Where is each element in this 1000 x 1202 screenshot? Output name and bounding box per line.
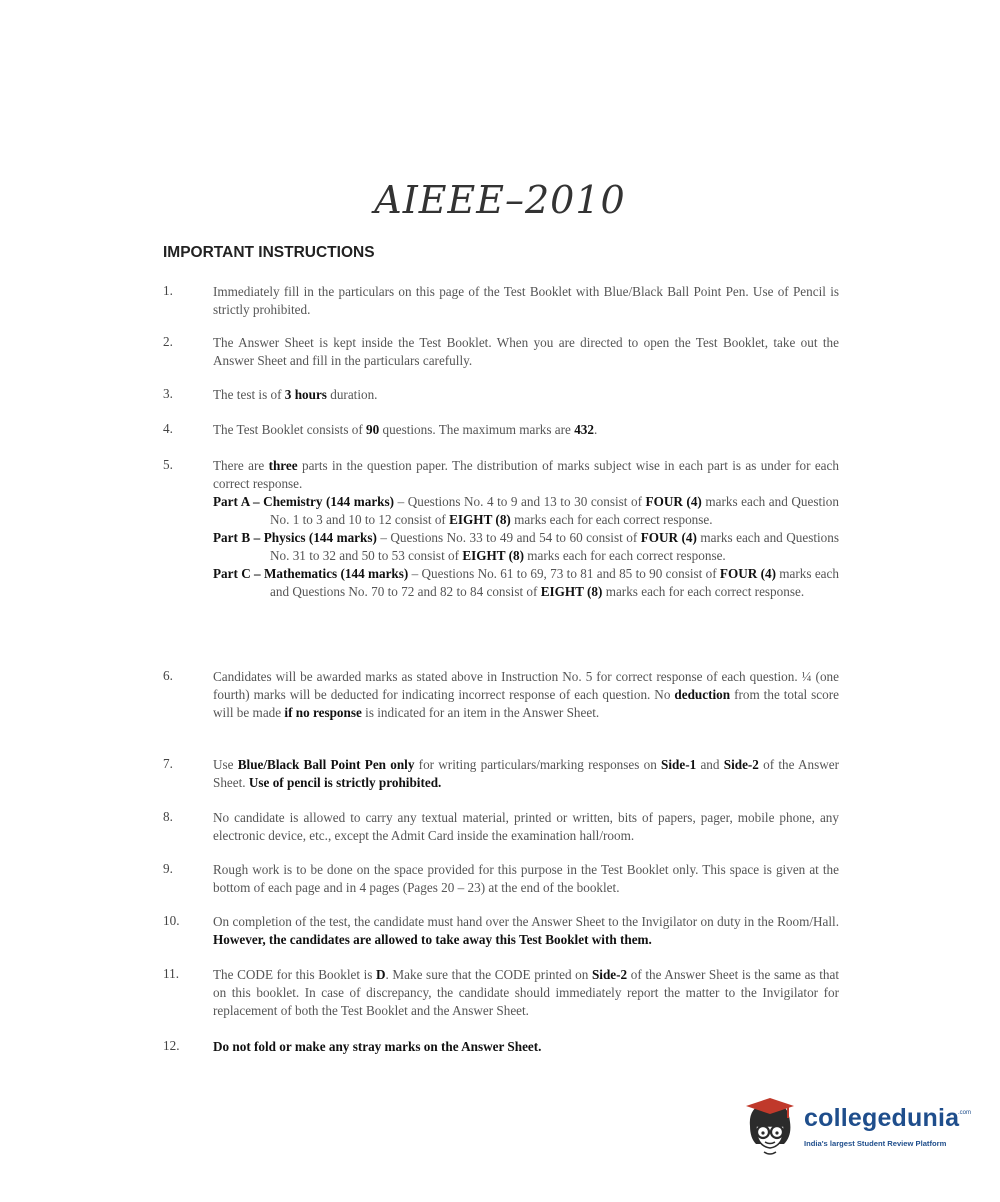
part-b-distribution: Part B – Physics (144 marks) – Questions No. 33 to 49 and 54 to 60 consist of FOUR (4) marks each and Questions No. 31 to 32 and 50 to 53 consist of EIGHT (8) marks each for each correct response. bbox=[213, 530, 839, 563]
instruction-text: The CODE for this Booklet is D. Make sure that the CODE printed on Side-2 of the Answer Sheet is the same as that on this booklet. In case of discrepancy, the candidate should immediately report the matter to the Invigilator for replacement of both the Test Booklet and the Answer Sheet. bbox=[213, 967, 839, 1018]
collegedunia-logo[interactable] bbox=[740, 1096, 970, 1166]
instruction-text: Do not fold or make any stray marks on the Answer Sheet. bbox=[213, 1039, 542, 1054]
logo-domain: .com bbox=[958, 1110, 972, 1116]
instruction-text: The Test Booklet consists of 90 questions. The maximum marks are 432. bbox=[213, 422, 598, 437]
instruction-number: 7. bbox=[163, 756, 173, 771]
logo-tagline: India's largest Student Review Platform bbox=[804, 1139, 947, 1148]
instruction-text: The test is of 3 hours duration. bbox=[213, 387, 378, 402]
instruction-number: 2. bbox=[163, 334, 173, 349]
instruction-number: 9. bbox=[163, 861, 173, 876]
instruction-text: There are three parts in the question paper. The distribution of marks subject wise in each part is as under for each correct response. Part A – Chemistry (144 marks) – Questions No. 4 to 9 and 13 to 30 consist of FOUR (4) marks each and Question No. 1 to 3 and 10 to 12 consist of EIGHT (8) marks each for each correct response. Part B – Physics (144 marks) – Questions No. 33 to 49 and 54 to 60 consist of FOUR (4) marks each and Questions No. 31 to 32 and 50 to 53 consist of EIGHT (8) marks each for each correct response. Part C – Mathematics (144 marks) – Questions No. 61 to 69, 73 to 81 and 85 to 90 consist of FOUR (4) marks each and Questions No. 70 to 72 and 82 to 84 consist of EIGHT (8) marks each for each correct response. bbox=[213, 458, 839, 599]
instruction-text: Rough work is to be done on the space provided for this purpose in the Test Booklet only. This space is given at the bottom of each page and in 4 pages (Pages 20 – 23) at the end of the booklet. bbox=[213, 862, 839, 895]
instruction-text: Candidates will be awarded marks as stated above in Instruction No. 5 for correct response of each question. ¼ (one fourth) marks will be deducted for indicating incorrect response of each question. No deduction from the total score will be made if no response is indicated for an item in the Answer Sheet. bbox=[213, 669, 840, 720]
instruction-text: Use Blue/Black Ball Point Pen only for writing particulars/marking responses on Side-1 and Side-2 of the Answer Sheet. Use of pencil is strictly prohibited. bbox=[213, 757, 839, 790]
instruction-number: 4. bbox=[163, 421, 173, 436]
instruction-number: 8. bbox=[163, 809, 173, 824]
instruction-number: 1. bbox=[163, 283, 173, 298]
instruction-number: 5. bbox=[163, 457, 173, 472]
instruction-number: 12. bbox=[163, 1038, 180, 1053]
instruction-number: 11. bbox=[163, 966, 179, 981]
part-c-distribution: Part C – Mathematics (144 marks) – Questions No. 61 to 69, 73 to 81 and 85 to 90 consist of FOUR (4) marks each and Questions No. 70 to 72 and 82 to 84 consist of EIGHT (8) marks each for each correct response. bbox=[213, 566, 839, 599]
logo-wordmark: collegedunia bbox=[804, 1104, 960, 1132]
instruction-text: No candidate is allowed to carry any textual material, printed or written, bits of papers, pager, mobile phone, any electronic device, etc., except the Admit Card inside the examination hall/room. bbox=[213, 810, 839, 843]
document-title: AIEEE–2010 bbox=[374, 178, 626, 222]
mascot-icon bbox=[740, 1096, 800, 1166]
instruction-text: On completion of the test, the candidate must hand over the Answer Sheet to the Invigilator on duty in the Room/Hall. However, the candidates are allowed to take away this Test Booklet with them. bbox=[213, 914, 839, 947]
instruction-number: 6. bbox=[163, 668, 173, 683]
instruction-number: 10. bbox=[163, 913, 180, 928]
instruction-number: 3. bbox=[163, 386, 173, 401]
instructions-heading: IMPORTANT INSTRUCTIONS bbox=[163, 244, 375, 261]
part-a-distribution: Part A – Chemistry (144 marks) – Questions No. 4 to 9 and 13 to 30 consist of FOUR (4) marks each and Question No. 1 to 3 and 10 to 12 consist of EIGHT (8) marks each for each correct response. bbox=[213, 494, 839, 527]
instruction-text: Immediately fill in the particulars on this page of the Test Booklet with Blue/Black Ball Point Pen. Use of Pencil is strictly prohibited. bbox=[213, 284, 839, 317]
instruction-text: The Answer Sheet is kept inside the Test Booklet. When you are directed to open the Test Booklet, take out the Answer Sheet and fill in the particulars carefully. bbox=[213, 335, 839, 368]
